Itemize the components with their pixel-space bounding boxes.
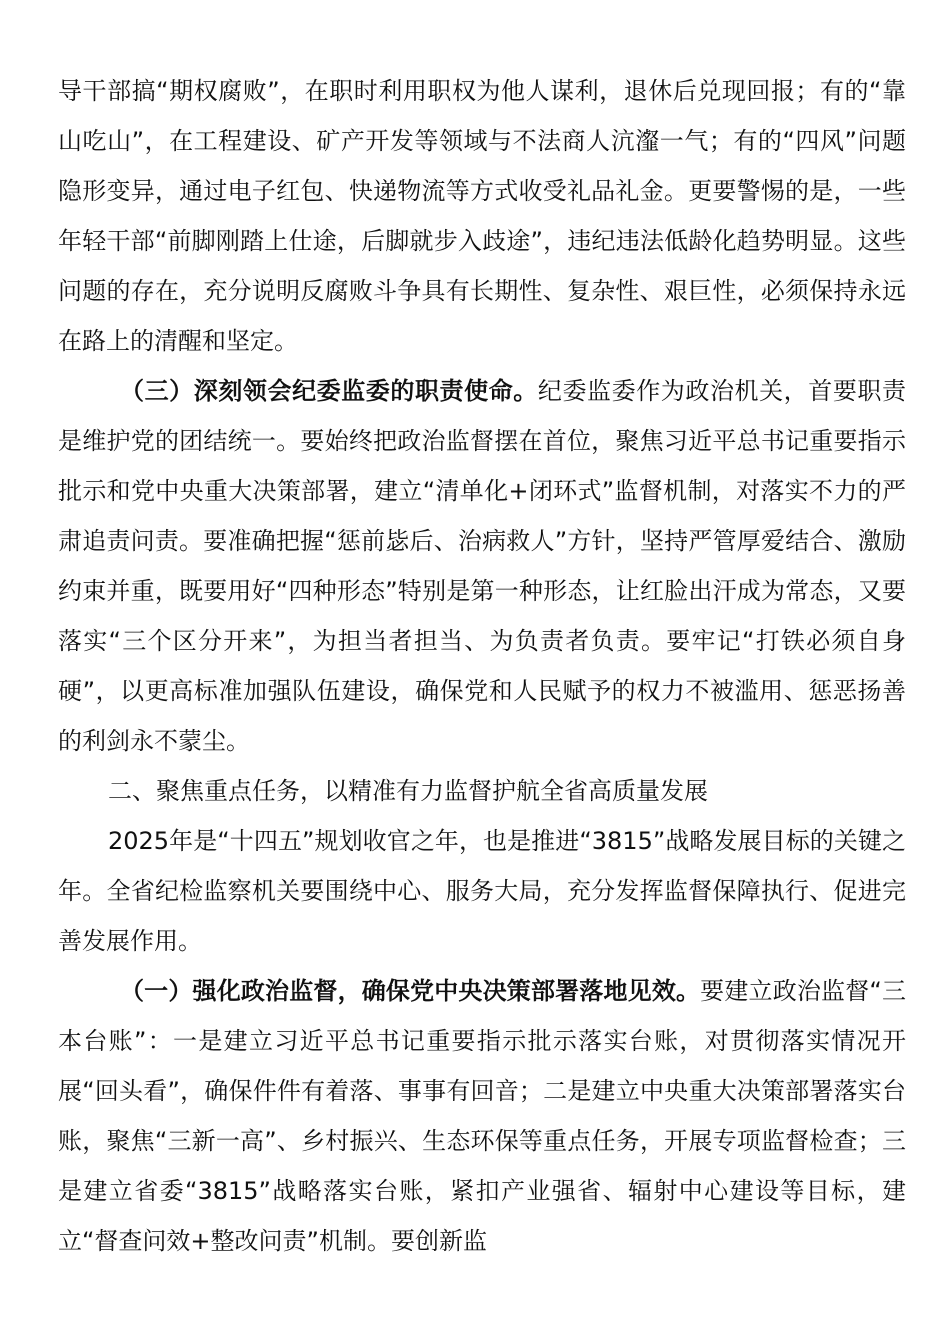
section-heading-text: 二、聚焦重点任务，以精准有力监督护航全省高质量发展 (108, 777, 708, 805)
section-heading (58, 766, 906, 816)
paragraph-political-supervision (58, 966, 906, 1266)
paragraph-bold-lead: （三）深刻领会纪委监委的职责使命。 (120, 377, 538, 405)
paragraph-bold-lead: （一）强化政治监督，确保党中央决策部署落地见效。 (120, 977, 701, 1005)
paragraph-duties (58, 366, 906, 766)
paragraph-2025 (58, 816, 906, 966)
paragraph-text: 2025年是“十四五”规划收官之年，也是推进“3815”战略发展目标的关键之年。全省纪检监察机关要围绕中心、服务大局，充分发挥监督保障执行、促进完善发展作用。 (58, 827, 906, 955)
paragraph-continuation (58, 66, 906, 366)
paragraph-text: 导干部搞“期权腐败”，在职时利用职权为他人谋利，退休后兑现回报；有的“靠山吃山”，在工程建设、矿产开发等领域与不法商人沆瀣一气；有的“四风”问题隐形变异，通过电子红包、快递物流等方式收受礼品礼金。更要警惕的是，一些年轻干部“前脚刚踏上仕途，后脚就步入歧途”，违纪违法低龄化趋势明显。这些问题的存在，充分说明反腐败斗争具有长期性、复杂性、艰巨性，必须保持永远在路上的清醒和坚定。 (58, 77, 906, 355)
paragraph-text: 要建立政治监督“三本台账”：一是建立习近平总书记重要指示批示落实台账，对贯彻落实情况开展“回头看”，确保件件有着落、事事有回音；二是建立中央重大决策部署落实台账，聚焦“三新一高”、乡村振兴、生态环保等重点任务，开展专项监督检查；三是建立省委“3815”战略落实台账，紧扣产业强省、辐射中心建设等目标，建立“督查问效+整改问责”机制。要创新监 (58, 977, 906, 1255)
paragraph-text: 纪委监委作为政治机关，首要职责是维护党的团结统一。要始终把政治监督摆在首位，聚焦习近平总书记重要指示批示和党中央重大决策部署，建立“清单化+闭环式”监督机制，对落实不力的严肃追责问责。要准确把握“惩前毖后、治病救人”方针，坚持严管厚爱结合、激励约束并重，既要用好“四种形态”特别是第一种形态，让红脸出汗成为常态，又要落实“三个区分开来”，为担当者担当、为负责者负责。要牢记“打铁必须自身硬”，以更高标准加强队伍建设，确保党和人民赋予的权力不被滥用、惩恶扬善的利剑永不蒙尘。 (58, 377, 907, 755)
document-page (58, 66, 906, 1266)
